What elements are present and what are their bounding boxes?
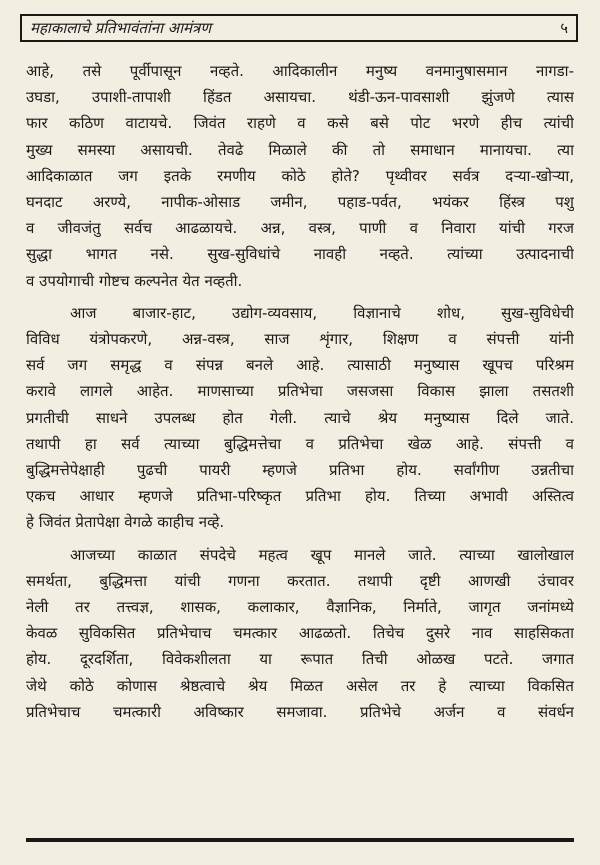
text-line: घनदाट अरण्ये, नापीक-ओसाड जमीन, पहाड-पर्वत, भयंकर हिंस्त्र पशु — [26, 193, 574, 212]
text-line: हे जिवंत प्रेतापेक्षा वेगळे काहीच नव्हे. — [26, 513, 225, 532]
text-line: करावे लागले आहेत. माणसाच्या प्रतिभेचा जसजसा विकास झाला तसतशी — [26, 382, 574, 401]
footer-rule — [26, 838, 574, 842]
paragraph-2 — [26, 300, 574, 536]
text-line: फार कठिण वाटायचे. जिवंत राहणे व कसे बसे पोट भरणे हीच त्यांची — [26, 114, 574, 133]
text-line: आज बाजार-हाट, उद्योग-व्यवसाय, विज्ञानाचे शोध, सुख-सुविधेची — [70, 303, 574, 322]
text-line: नेली तर तत्त्वज्ञ, शासक, कलाकार, वैज्ञानिक, निर्माते, जागृत जनांमध्ये — [26, 598, 574, 617]
text-line: एकच आधार म्हणजे प्रतिभा-परिष्कृत प्रतिभा होय. तिच्या अभावी अस्तित्व — [26, 487, 574, 506]
running-header — [20, 14, 578, 42]
text-line: बुद्धिमत्तेपेक्षाही पुढची पायरी म्हणजे प्रतिभा होय. सर्वांगीण उन्नतीचा — [26, 461, 574, 480]
text-line: प्रगतीची साधने उपलब्ध होत गेली. त्याचे श्रेय मनुष्यास दिले जाते. — [26, 408, 574, 427]
text-line: समर्थता, बुद्धिमत्ता यांची गणना करतात. तथापी दृष्टी आणखी उंचावर — [26, 571, 574, 590]
text-line: आजच्या काळात संपदेचे महत्व खूप मानले जाते. त्याच्या खालोखाल — [70, 545, 574, 564]
paragraph-1 — [26, 58, 574, 294]
text-line: उघडा, उपाशी-तापाशी हिंडत असायचा. थंडी-ऊन-पावसाशी झुंजणे त्यास — [26, 88, 574, 107]
text-line: व जीवजंतु सर्वच आढळायचे. अन्न, वस्त्र, पाणी व निवारा यांची गरज — [26, 219, 574, 238]
paragraph-3 — [26, 542, 574, 725]
text-line: विविध यंत्रोपकरणे, अन्न-वस्त्र, साज शृंगार, शिक्षण व संपत्ती यांनी — [26, 330, 574, 349]
text-line: आदिकाळात जग इतके रमणीय कोठे होते? पृथ्वीवर सर्वत्र दऱ्या-खोऱ्या, — [26, 166, 574, 185]
page-number: ५ — [560, 19, 568, 37]
text-line: आहे, तसे पूर्वीपासून नव्हते. आदिकालीन मनुष्य वनमानुषासमान नागडा- — [26, 62, 574, 80]
text-line: केवळ सुविकसित प्रतिभेचाच चमत्कार आढळतो. तिचेच दुसरे नाव साहसिकता — [26, 624, 574, 643]
text-line: जेथे कोठे कोणास श्रेष्ठत्वाचे श्रेय मिळत असेल तर हे त्याच्या विकसित — [26, 676, 574, 695]
text-line: होय. दूरदर्शिता, विवेकशीलता या रूपात तिची ओळख पटते. जगात — [26, 650, 574, 669]
running-header-title: महाकालाचे प्रतिभावंतांना आमंत्रण — [30, 19, 212, 37]
text-line: प्रतिभेचाच चमत्कारी अविष्कार समजावा. प्रतिभेचे अर्जन व संवर्धन — [26, 702, 574, 721]
text-line: व उपयोगाची गोष्टच कल्पनेत येत नव्हती. — [26, 271, 243, 290]
text-line: मुख्य समस्या असायची. तेवढे मिळाले की तो समाधान मानायचा. त्या — [26, 140, 574, 159]
text-line: तथापी हा सर्व त्याच्या बुद्धिमत्तेचा व प्रतिभेचा खेळ आहे. संपत्ती व — [26, 434, 574, 453]
text-line: सुद्धा भागत नसे. सुख-सुविधांचे नावही नव्हते. त्यांच्या उत्पादनाची — [26, 245, 574, 264]
body-text — [26, 58, 574, 725]
text-line: सर्व जग समृद्ध व संपन्न बनले आहे. त्यासाठी मनुष्यास खूपच परिश्रम — [26, 356, 574, 375]
